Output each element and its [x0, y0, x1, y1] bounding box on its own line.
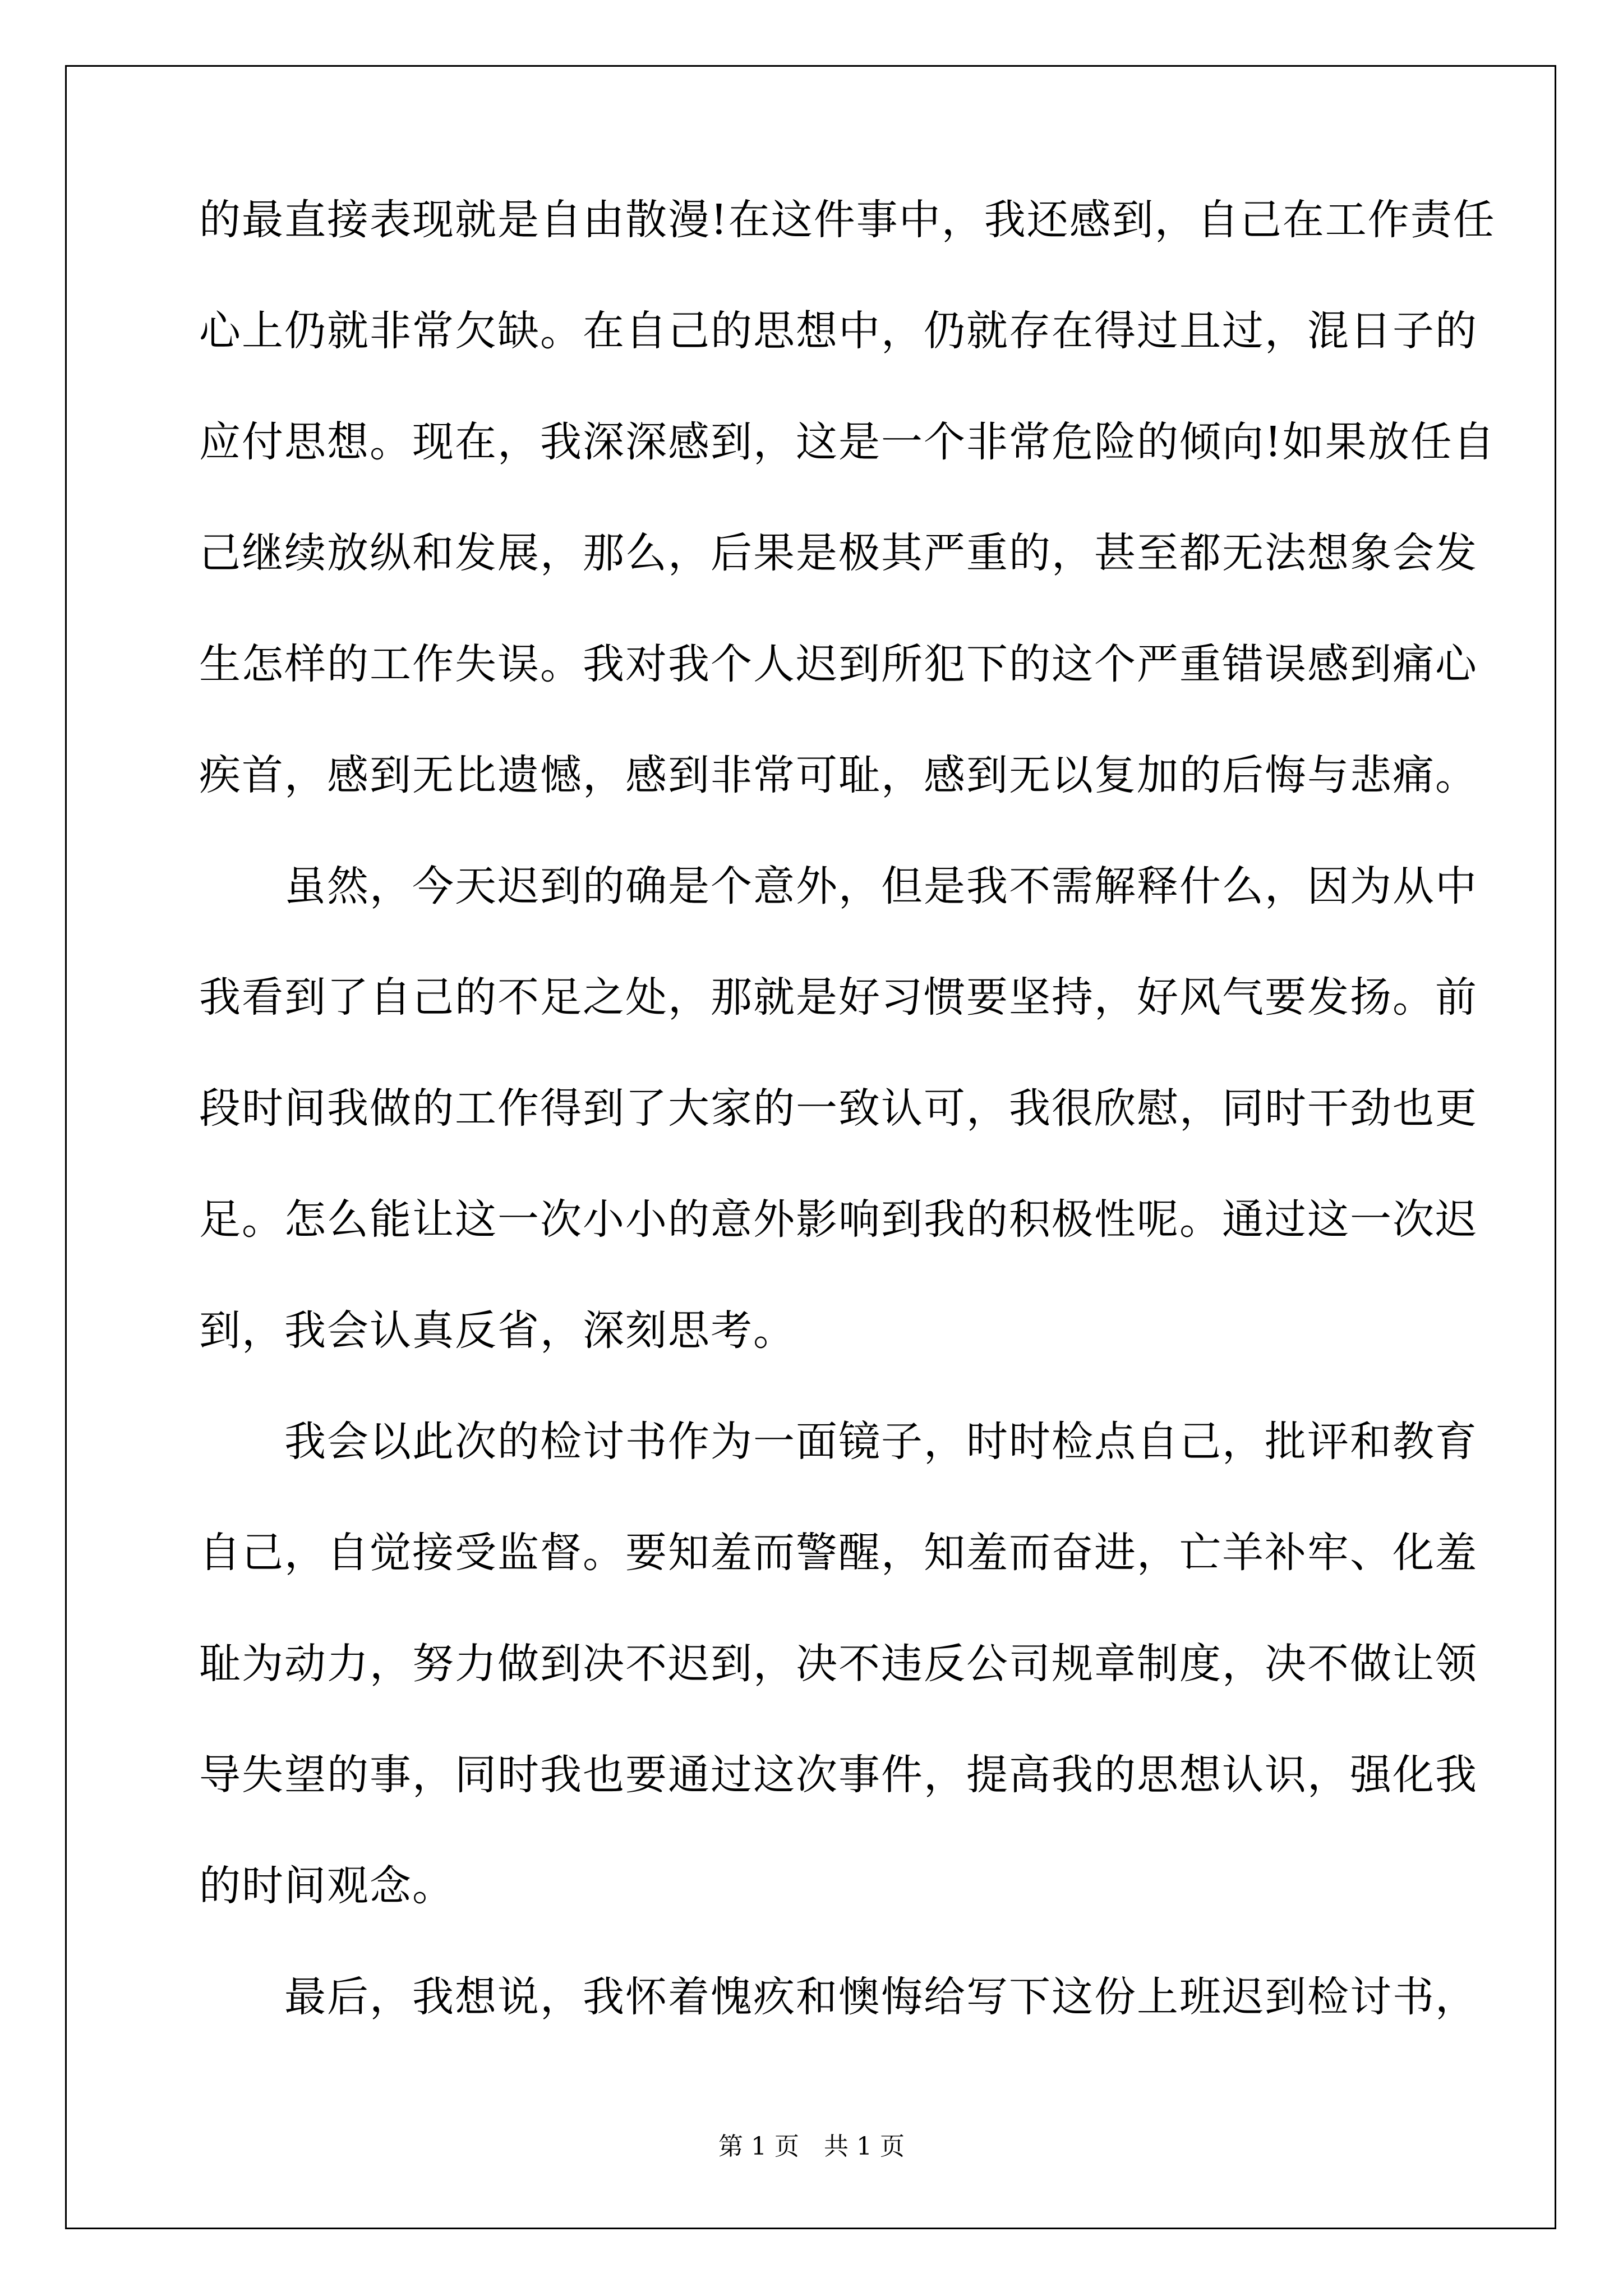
text-line: 己继续放纵和发展，那么，后果是极其严重的，甚至都无法想象会发 [199, 529, 1478, 577]
text-line: 我看到了自己的不足之处，那就是好习惯要坚持，好风气要发扬。前 [199, 973, 1478, 1022]
text-line: 导失望的事，同时我也要通过这次事件，提高我的思想认识，强化我 [199, 1751, 1478, 1799]
text-line: 的时间观念。 [199, 1862, 455, 1910]
text-line: 应付思想。现在，我深深感到，这是一个非常危险的倾向!如果放任自 [199, 418, 1496, 466]
page-footer: 第 1 页 共 1 页 [718, 2132, 905, 2161]
text-line: 心上仍就非常欠缺。在自己的思想中，仍就存在得过且过，混日子的 [199, 307, 1478, 355]
text-line: 的最直接表现就是自由散漫!在这件事中，我还感到，自己在工作责任 [199, 196, 1496, 244]
text-line: 疾首，感到无比遗憾，感到非常可耻，感到无以复加的后悔与悲痛。 [199, 751, 1478, 799]
text-line: 到，我会认真反省，深刻思考。 [199, 1306, 796, 1355]
text-line: 自己，自觉接受监督。要知羞而警醒，知羞而奋进，亡羊补牢、化羞 [199, 1529, 1478, 1577]
text-line: 最后，我想说，我怀着愧疚和懊悔给写下这份上班迟到检讨书， [199, 1973, 1478, 2021]
document-body [199, 196, 1496, 2087]
text-line: 生怎样的工作失误。我对我个人迟到所犯下的这个严重错误感到痛心 [199, 640, 1478, 688]
text-line: 耻为动力，努力做到决不迟到，决不违反公司规章制度，决不做让领 [199, 1640, 1478, 1688]
text-line: 足。怎么能让这一次小小的意外影响到我的积极性呢。通过这一次迟 [199, 1195, 1478, 1244]
text-line: 虽然，今天迟到的确是个意外，但是我不需解释什么，因为从中 [199, 862, 1478, 910]
text-line: 我会以此次的检讨书作为一面镜子，时时检点自己，批评和教育 [199, 1418, 1478, 1466]
text-line: 段时间我做的工作得到了大家的一致认可，我很欣慰，同时干劲也更 [199, 1084, 1478, 1133]
